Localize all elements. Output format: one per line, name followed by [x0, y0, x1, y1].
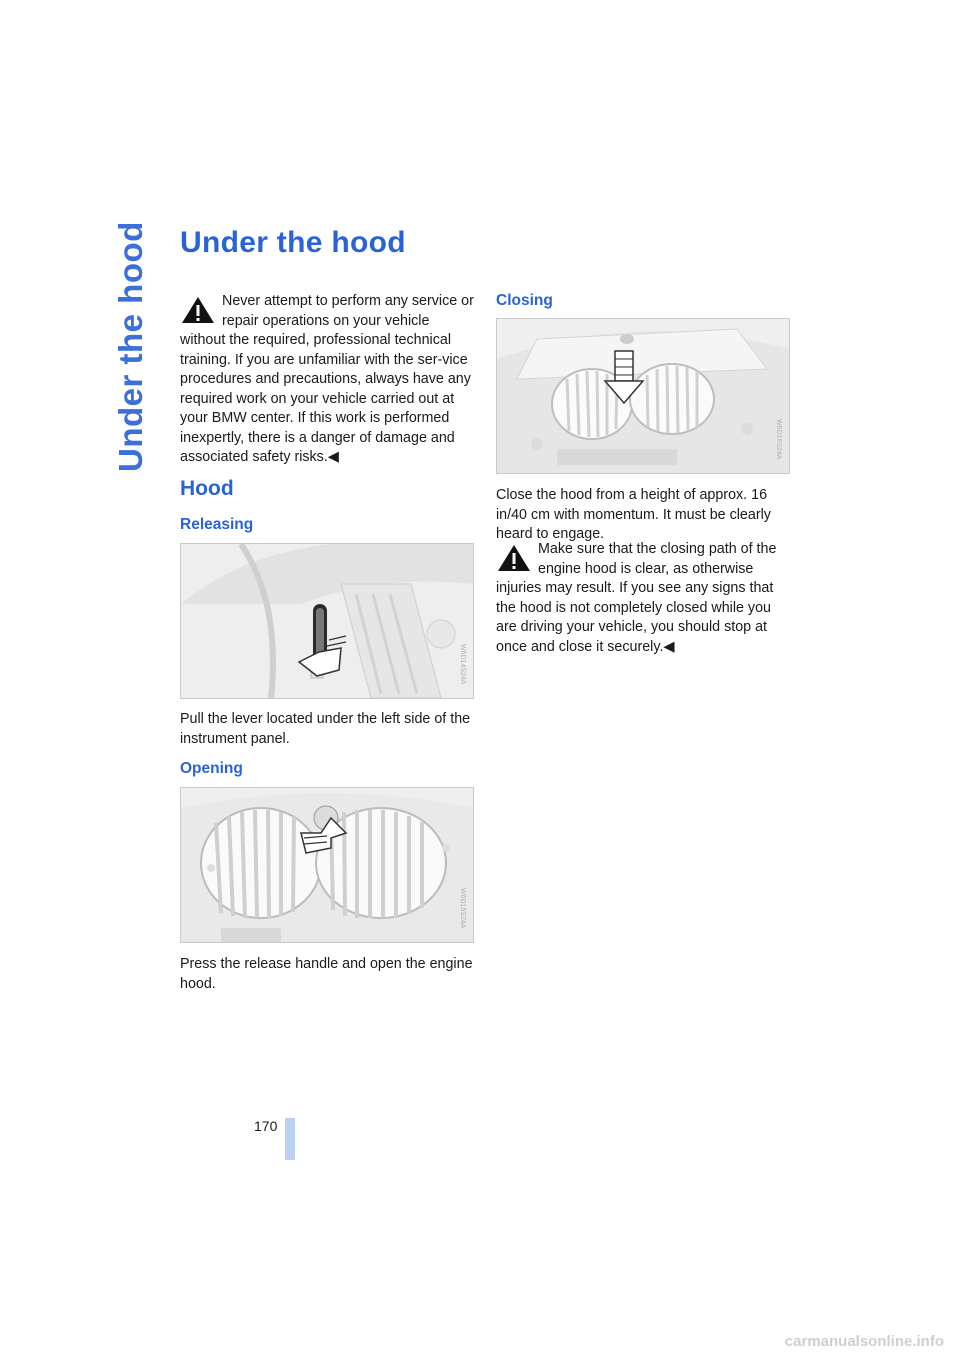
warning-triangle-icon	[496, 543, 532, 573]
closing-text: Close the hood from a height of approx. 16 in/40 cm with momentum. It must be clearly heard to engage.	[496, 487, 771, 542]
opening-text: Press the release handle and open the engine hood.	[180, 956, 473, 992]
warning-intro-text: Never attempt to perform any service or repair operations on your vehicle without the required, professional technical training. If you are unfamiliar with the ser-vice procedures and precautions, always have any required work on your vehicle carried out at your BMW center. If this work is performed inexpertly, there is a danger of damage and associated safety risks.◀	[180, 293, 474, 465]
releasing-figure	[180, 543, 474, 699]
opening-heading: Opening	[180, 760, 243, 777]
releasing-figure-code: W6D14S24A	[459, 644, 466, 685]
closing-figure-code: W6D16S24A	[775, 419, 782, 460]
releasing-heading: Releasing	[180, 516, 254, 533]
page-number-bar	[285, 1118, 295, 1160]
side-chapter-title-text: Under the hood	[112, 221, 149, 472]
hood-heading: Hood	[180, 477, 234, 500]
closing-figure	[496, 318, 790, 474]
footer-logo: carmanualsonline.info	[784, 1333, 944, 1350]
closing-warning	[496, 540, 791, 657]
page-number: 170	[254, 1118, 278, 1134]
opening-figure-code: W6D15S24A	[459, 888, 466, 929]
hood-release-handle-illustration	[181, 788, 473, 942]
opening-figure	[180, 787, 474, 943]
warning-intro	[180, 292, 475, 468]
hood-closing-illustration	[497, 319, 789, 473]
releasing-text: Pull the lever located under the left side of the instrument panel.	[180, 711, 471, 747]
hood-release-lever-illustration	[181, 544, 473, 698]
warning-triangle-icon	[180, 295, 216, 325]
closing-heading: Closing	[496, 292, 553, 309]
side-chapter-title	[112, 221, 162, 472]
closing-warning-text: Make sure that the closing path of the engine hood is clear, as otherwise injuries may result. If you see any signs that the hood is not completely closed while you are driving your vehicle, you should stop at once and close it securely.◀	[496, 541, 777, 655]
page-title: Under the hood	[180, 226, 406, 259]
